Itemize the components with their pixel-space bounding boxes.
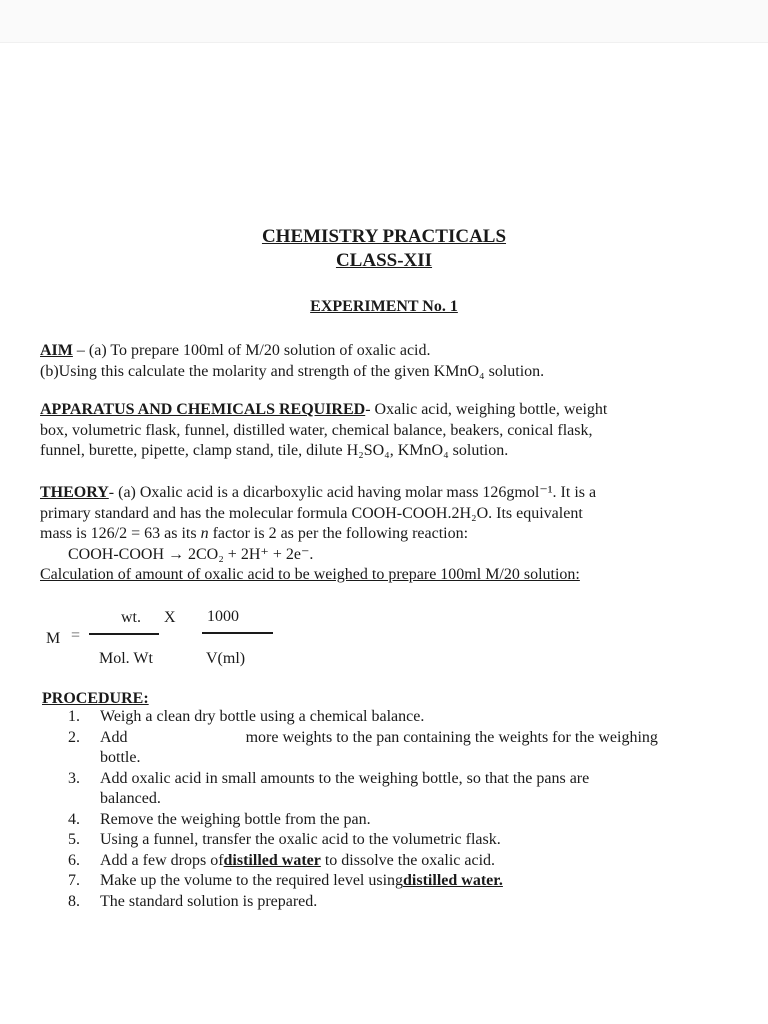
theory-line-1: - (a) Oxalic acid is a dicarboxylic acid having molar mass 126gmol⁻¹. It is a [108,484,597,501]
fraction-bar-2 [202,632,273,634]
class-label: CLASS-XII [335,250,433,271]
aim-line-1: – (a) To prepare 100ml of M/20 solution of oxalic acid. [72,342,431,359]
reaction-equation: COOH-COOH → 2CO₂ + 2H⁺ + 2e⁻. [68,545,314,563]
fraction-bar-1 [89,633,159,635]
aim-section [40,341,544,382]
formula-lhs: M [46,630,61,647]
procedure-steps [68,707,718,912]
calculation-heading: Calculation of amount of oxalic acid to be weighed to prepare 100ml M/20 solution: [40,566,580,583]
list-item: 8. The standard solution is prepared. [68,892,318,910]
procedure-heading: PROCEDURE: [42,690,149,707]
aim-line-2: (b)Using this calculate the molarity and strength of the given KMnO₄ solution. [40,362,545,380]
formula-equals: = [71,627,81,644]
list-item: 4. Remove the weighing bottle from the pan. [68,810,371,828]
formula-denominator-molwt: Mol. Wt [99,650,153,667]
apparatus-section [40,400,607,462]
top-band [0,0,768,43]
formula-times: X [164,609,176,626]
apparatus-line-1: - Oxalic acid, weighing bottle, weight [365,401,608,418]
list-item: 2. Add more weights to the pan containing the weights for the weighing bottle. [68,728,658,766]
formula-numerator-1000: 1000 [207,608,239,625]
document-title: CHEMISTRY PRACTICALS [261,226,507,247]
list-item: 5. Using a funnel, transfer the oxalic acid to the volumetric flask. [68,831,501,848]
list-item: 1. Weigh a clean dry bottle using a chemical balance. [68,708,425,725]
theory-line-3: mass is 126/2 = 63 as its n factor is 2 as per the following reaction: [40,525,469,542]
theory-section [40,483,596,586]
list-item: 7. Make up the volume to the required level usingdistilled water. [68,872,503,889]
formula-denominator-volume: V(ml) [206,650,246,667]
theory-heading: THEORY [40,484,109,501]
list-item: 6. Add a few drops ofdistilled water to dissolve the oxalic acid. [68,851,496,869]
apparatus-line-3: funnel, burette, pipette, clamp stand, tile, dilute H₂SO₄, KMnO₄ solution. [40,442,509,459]
list-item: 3. Add oxalic acid in small amounts to the weighing bottle, so that the pans are balanced. [68,769,590,807]
apparatus-heading: APPARATUS AND CHEMICALS REQUIRED [40,401,366,418]
formula-numerator-weight: wt. [121,609,141,626]
aim-heading: AIM [40,342,73,359]
experiment-number: EXPERIMENT No. 1 [310,298,458,315]
apparatus-line-2: box, volumetric flask, funnel, distilled water, chemical balance, beakers, conical flask, [40,421,593,439]
theory-line-2: primary standard and has the molecular formula COOH-COOH.2H₂O. Its equivalent [40,504,583,522]
